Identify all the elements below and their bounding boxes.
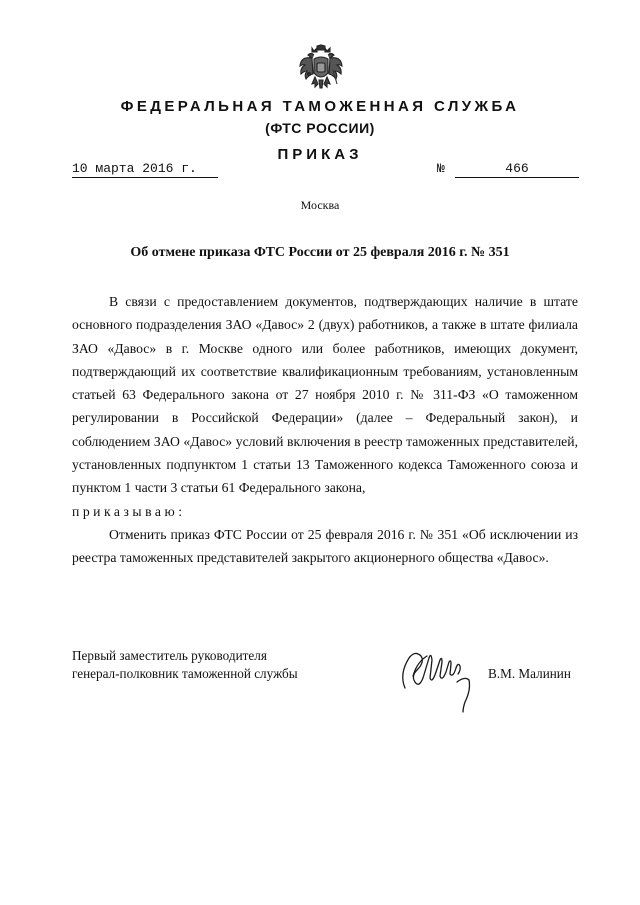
russian-coat-of-arms-icon [299,44,343,94]
agency-abbreviation: (ФТС РОССИИ) [265,120,375,136]
signatory-position-line-2: генерал-полковник таможенной службы [72,665,298,681]
handwritten-signature-icon [395,636,485,716]
order-number-label: № [437,161,445,176]
agency-name: ФЕДЕРАЛЬНАЯ ТАМОЖЕННАЯ СЛУЖБА [120,98,520,115]
preamble-paragraph: В связи с предоставлением документов, подтверждающих наличие в штате основного подразделения ЗАО «Давос» 2 (двух) работников, а также в штате филиала ЗАО «Давос» в г. Москве одного или более работников, имеющих документ, подтверждающий их соответствие квалификационным требованиям, установленным статьей 63 Федерального закона от 27 ноября 2010 г. № 311-ФЗ «О таможенном регулировании в Российской Федерации» (далее – Федеральный закон), и соблюдением ЗАО «Давос» условий включения в реестр таможенных представителей, установленных подпунктом 1 статьи 13 Таможенного кодекса Таможенного союза и пунктом 1 части 3 статьи 61 Федерального закона, [72,294,578,496]
issue-city: Москва [300,198,340,212]
decree-word: приказываю: [72,503,186,519]
order-title: Об отмене приказа ФТС России от 25 февраля 2016 г. № 351 [130,245,510,260]
document-type-heading: ПРИКАЗ [277,146,363,163]
signatory-name: В.М. Малинин [488,666,571,681]
signatory-position [72,647,298,682]
order-number: 466 [455,161,579,178]
order-body [72,290,578,570]
operative-paragraph: Отменить приказ ФТС России от 25 февраля 2016 г. № 351 «Об исключении из реестра таможенных представителей закрытого акционерного общества «Давос». [72,526,578,566]
signatory-position-line-1: Первый заместитель руководителя [72,648,267,663]
order-date: 10 марта 2016 г. [72,161,218,178]
